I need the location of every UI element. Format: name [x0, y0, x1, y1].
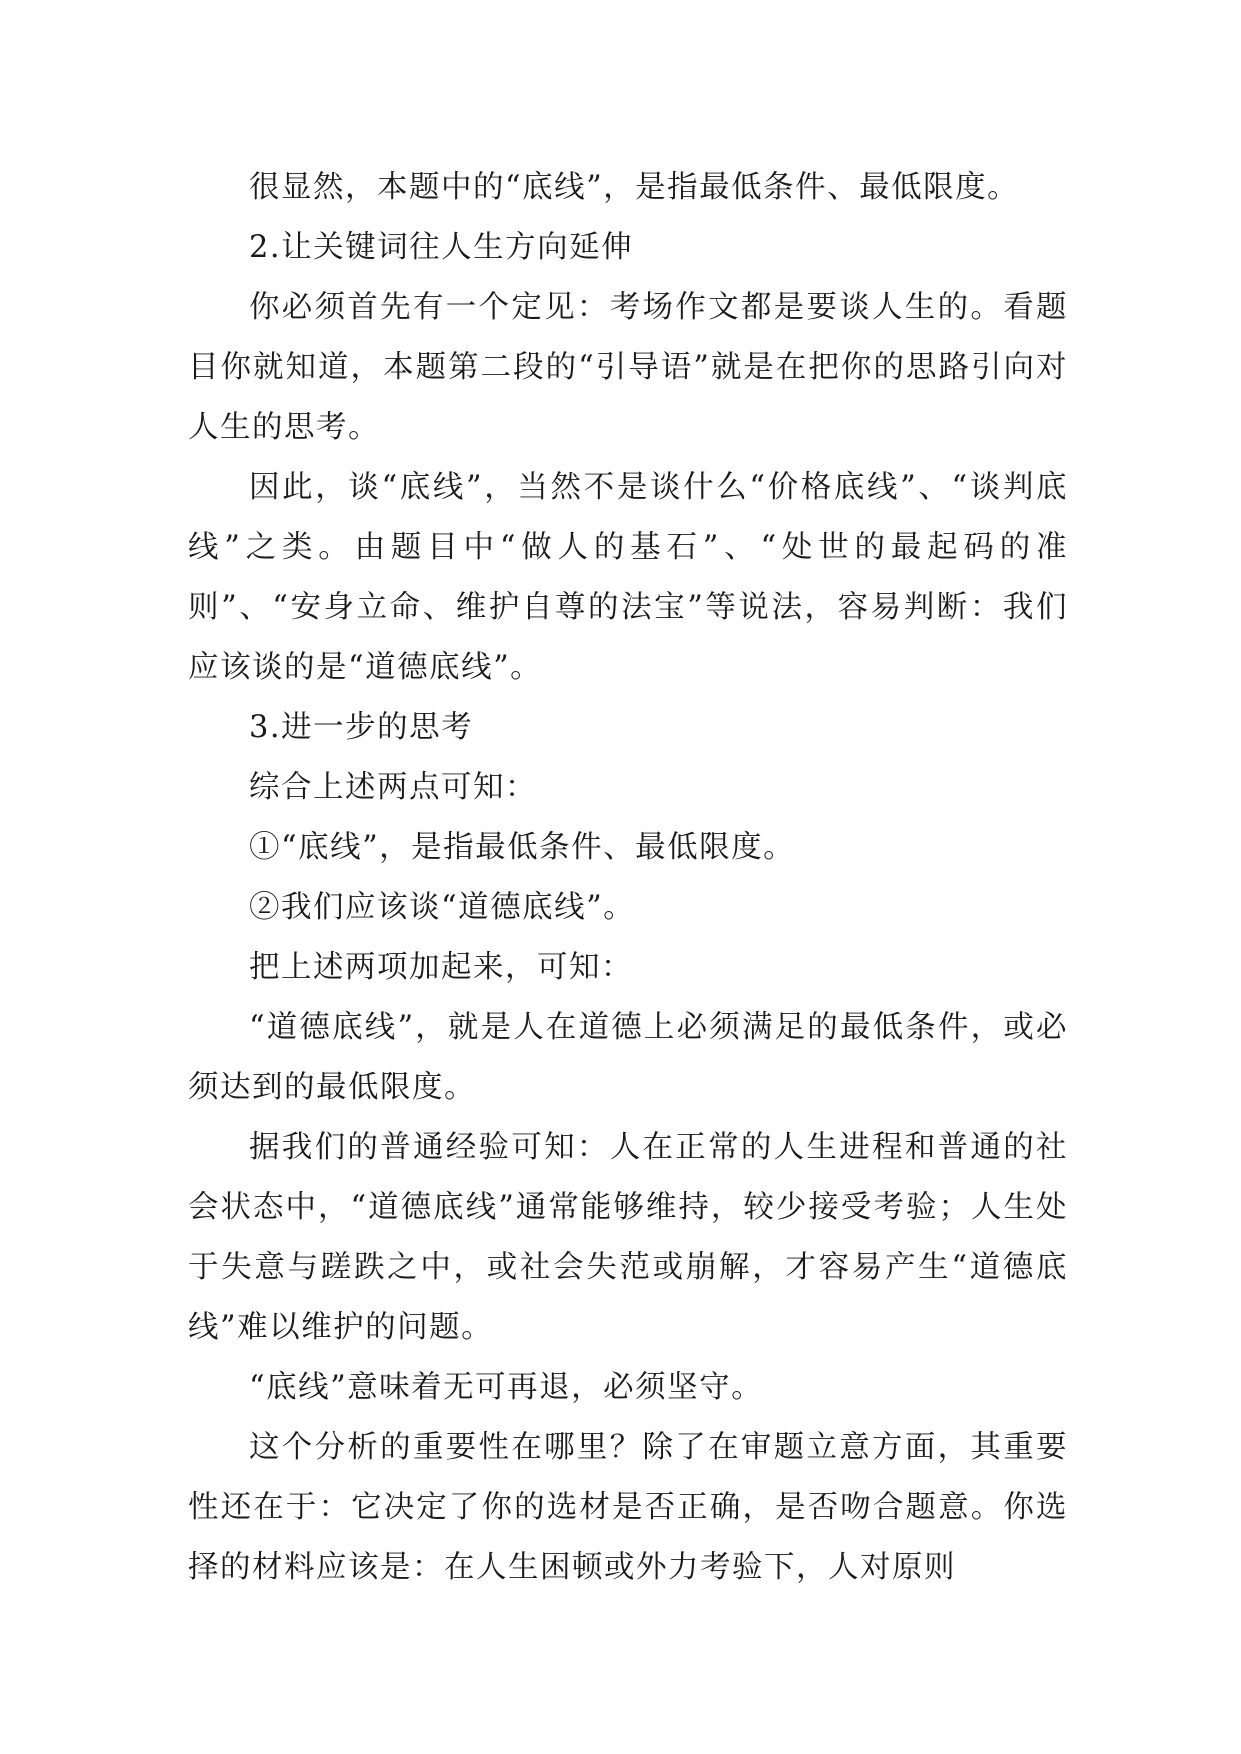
paragraph: 你必须首先有一个定见：考场作文都是要谈人生的。看题目你就知道，本题第二段的“引导语”就是在把你的思路引向对人生的思考。 — [188, 290, 1068, 445]
paragraph: “道德底线”，就是人在道德上必须满足的最低条件，或必须达到的最低限度。 — [188, 1010, 1068, 1105]
paragraph: 因此，谈“底线”，当然不是谈什么“价格底线”、“谈判底线”之类。由题目中“做人的基石”、“处世的最起码的准则”、“安身立命、维护自尊的法宝”等说法，容易判断：我们应该谈的是“道德底线”。 — [188, 470, 1068, 685]
paragraph: 很显然，本题中的“底线”，是指最低条件、最低限度。 — [249, 170, 1020, 205]
paragraph: “底线”意味着无可再退，必须坚守。 — [249, 1370, 764, 1405]
list-item: ②我们应该谈“道德底线”。 — [249, 890, 636, 925]
section-heading: 2.让关键词往人生方向延伸 — [249, 230, 634, 265]
paragraph: 据我们的普通经验可知：人在正常的人生进程和普通的社会状态中，“道德底线”通常能够维持，较少接受考验；人生处于失意与蹉跌之中，或社会失范或崩解，才容易产生“道德底线”难以维护的问题。 — [188, 1130, 1068, 1345]
paragraph: 这个分析的重要性在哪里？除了在审题立意方面，其重要性还在于：它决定了你的选材是否正确，是否吻合题意。你选择的材料应该是：在人生困顿或外力考验下，人对原则 — [188, 1430, 1068, 1585]
section-heading: 3.进一步的思考 — [249, 710, 474, 745]
list-item: ①“底线”，是指最低条件、最低限度。 — [249, 830, 796, 865]
document-body — [188, 158, 1068, 1598]
paragraph: 综合上述两点可知： — [249, 770, 537, 805]
paragraph: 把上述两项加起来，可知： — [249, 950, 633, 985]
